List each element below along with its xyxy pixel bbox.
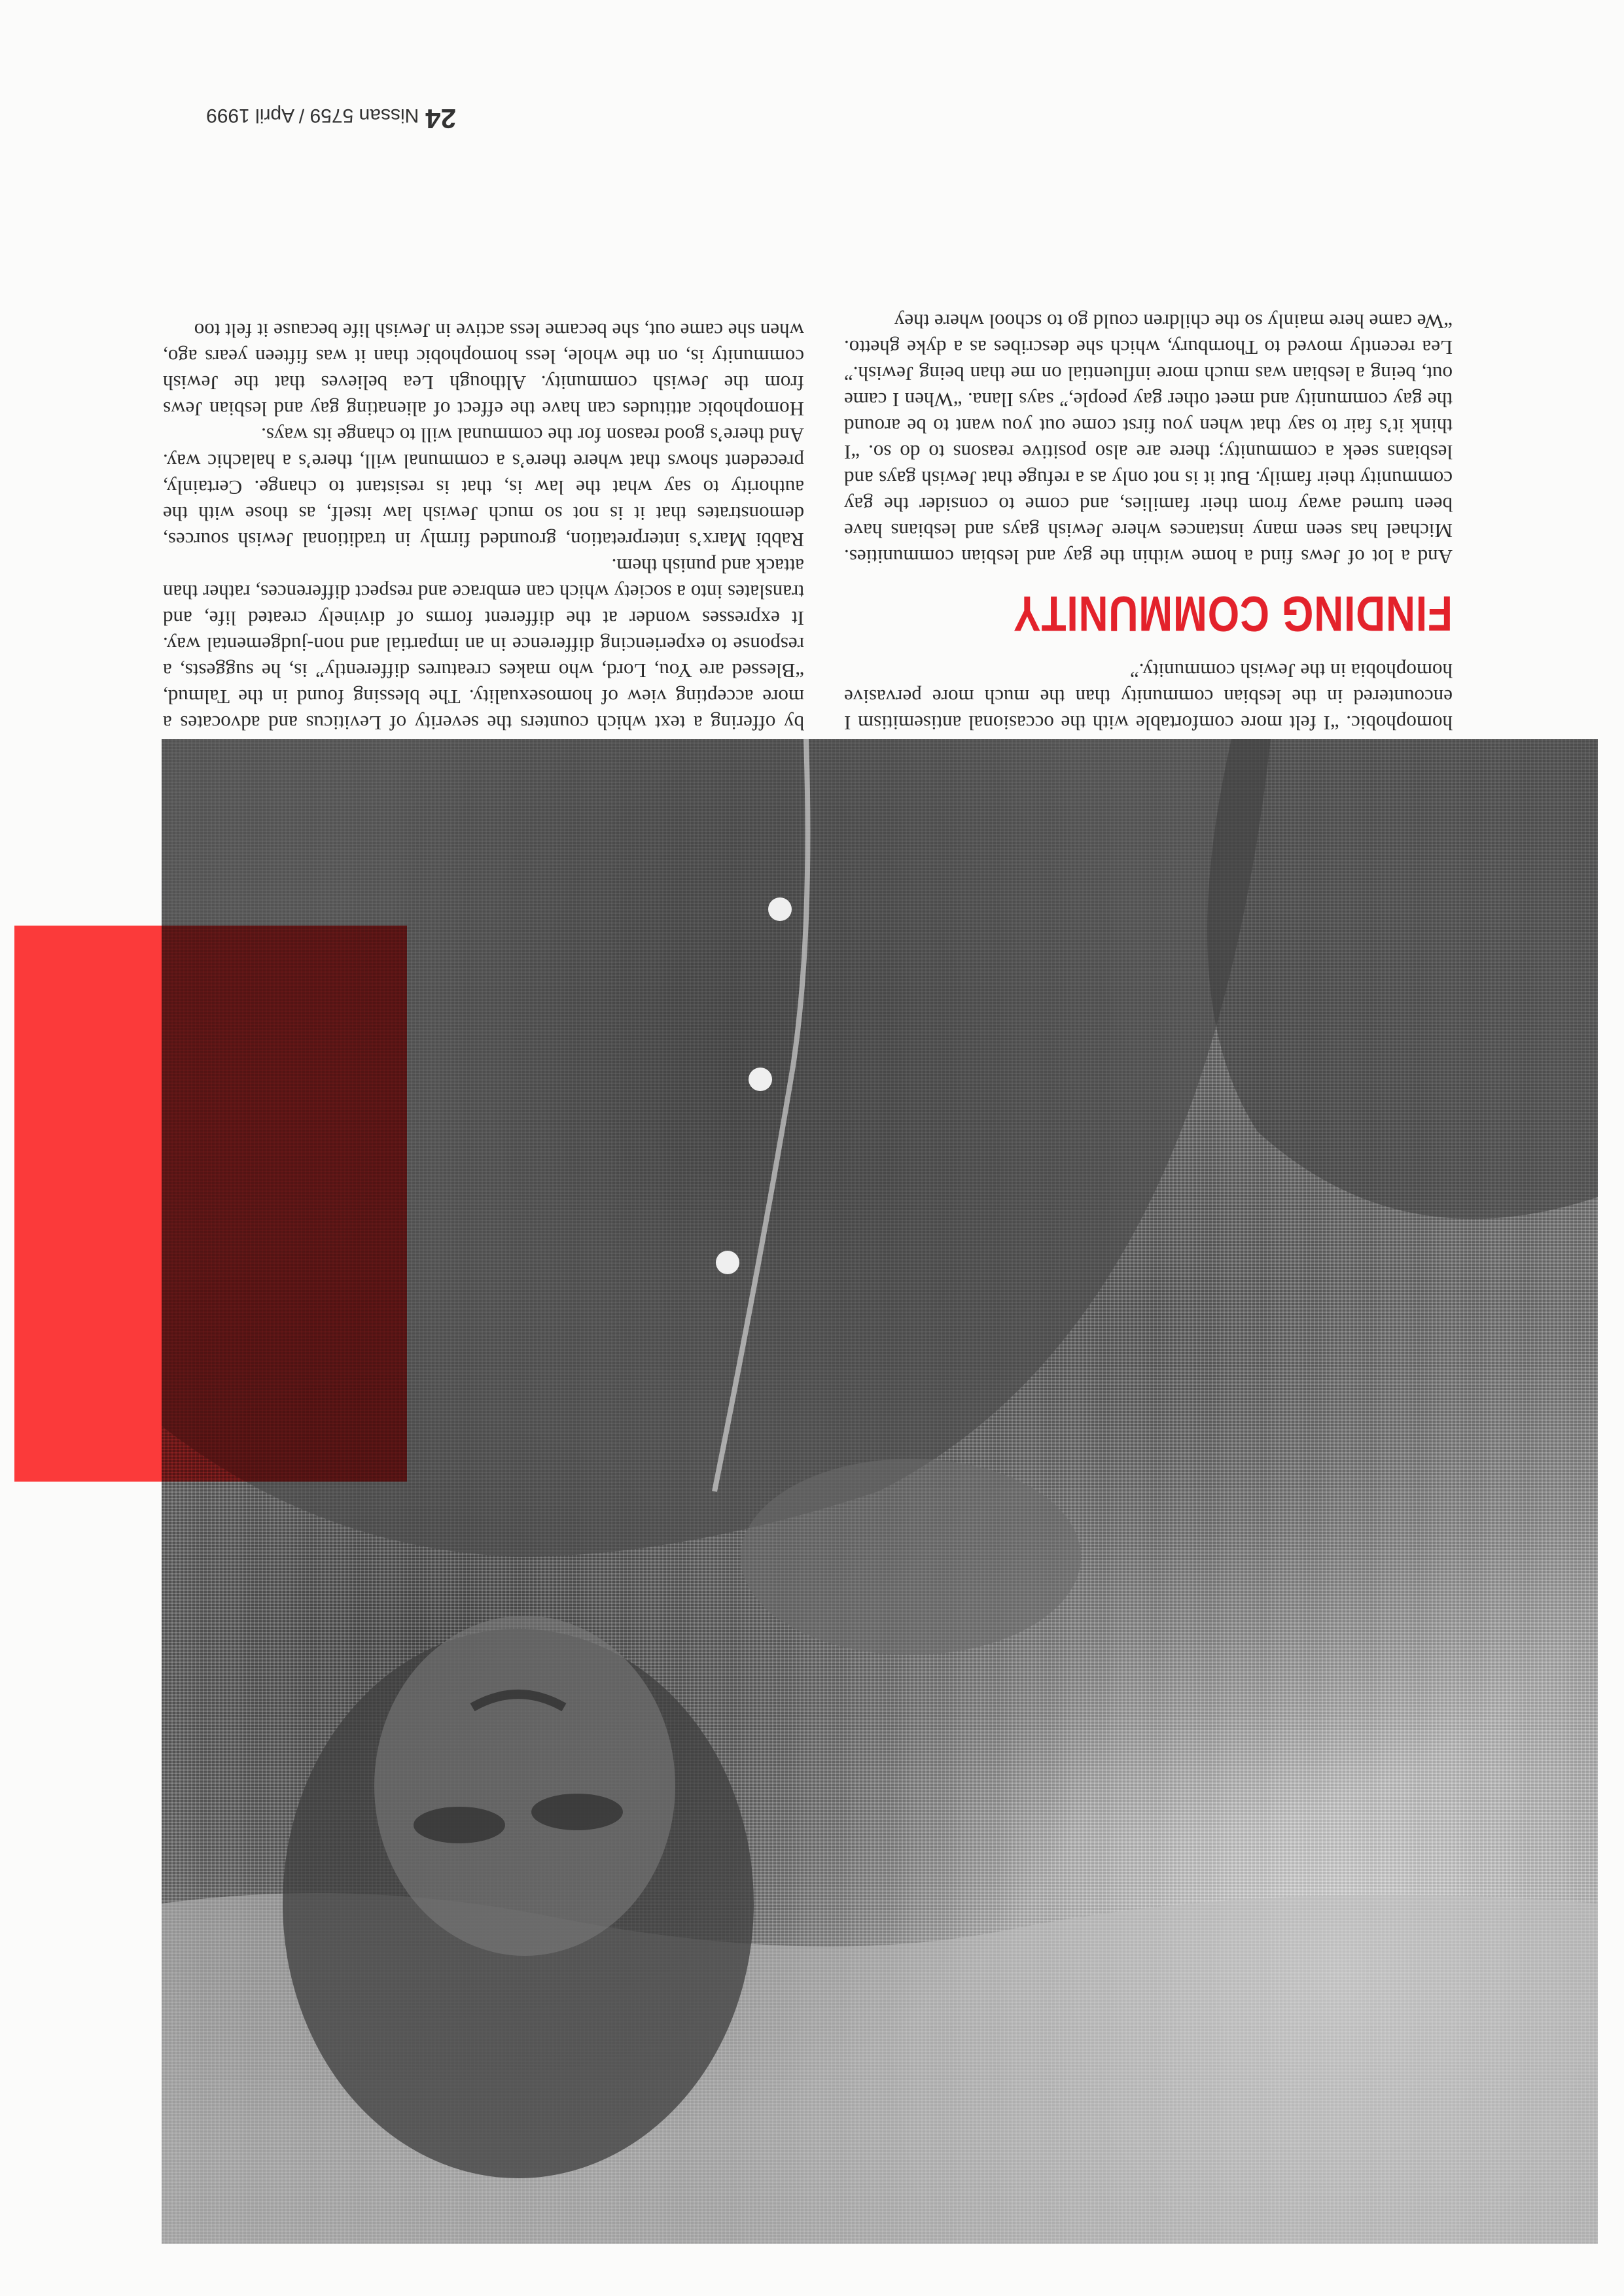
page-folio bbox=[206, 103, 456, 134]
red-accent-block bbox=[14, 926, 407, 1482]
right-paragraph-2: Rabbi Marx’s interpretation, grounded firmly in traditional Jewish sources, demonstrates that it is not so much Jewish law itself, as those with the authority to say what the law is, that is resistant to change. Certainly, precedent shows that where there’s a communal will, there’s a halachic way. And there’s good reason for the communal will to change its ways. bbox=[163, 424, 804, 551]
page-number: 24 bbox=[425, 103, 456, 134]
article-column-right bbox=[163, 317, 804, 736]
right-paragraph-3: Homophobic attitudes can have the effect of alienating gay and lesbian Jews from the Jewish community. Although Lea believes that the Jewish community is, on the whole, less homophobic than it was fifteen years ago, when she came out, she became less active in Jewish life because it felt too bbox=[163, 319, 804, 421]
issue-date: Nissan 5759 / April 1999 bbox=[206, 105, 419, 126]
right-paragraph-1: by offering a text which counters the severity of Leviticus and advocates a more accepting view of homosexuality. The blessing found in the Talmud, “Blessed are You, Lord, who makes creatures differently” is, he suggests, a response to experiencing difference in an impartial and non-judgemental way. It expresses wonder at the different forms of divinely created life, and translates into a society which can embrace and respect differences, rather than attack and punish them. bbox=[163, 555, 804, 735]
left-paragraph-1: homophobic. “I felt more comfortable with the occasional antisemitism I encountered in the lesbian community than the much more pervasive homophobia in the Jewish community.” bbox=[844, 659, 1453, 735]
left-paragraph-2: And a lot of Jews find a home within the gay and lesbian communities. Michael has seen many instances where Jewish gays and lesbians have been turned away from their families, and come to consider the gay community their family. But it is not only as a refuge that Jewish gays and lesbians seek a community; there are also positive reasons to do so. “I think it’s fair to say that when you first come out you want to be around the gay community and meet other gay people,” says Ilana. “When I came out, being a lesbian was much more influential on me than being Jewish.” Lea recently moved to Thornbury, which she describes as a dyke ghetto. “We came here mainly so the children could go to school where they bbox=[844, 310, 1453, 568]
section-heading: FINDING COMMUNITY bbox=[1013, 585, 1453, 641]
article-column-left bbox=[844, 308, 1453, 736]
